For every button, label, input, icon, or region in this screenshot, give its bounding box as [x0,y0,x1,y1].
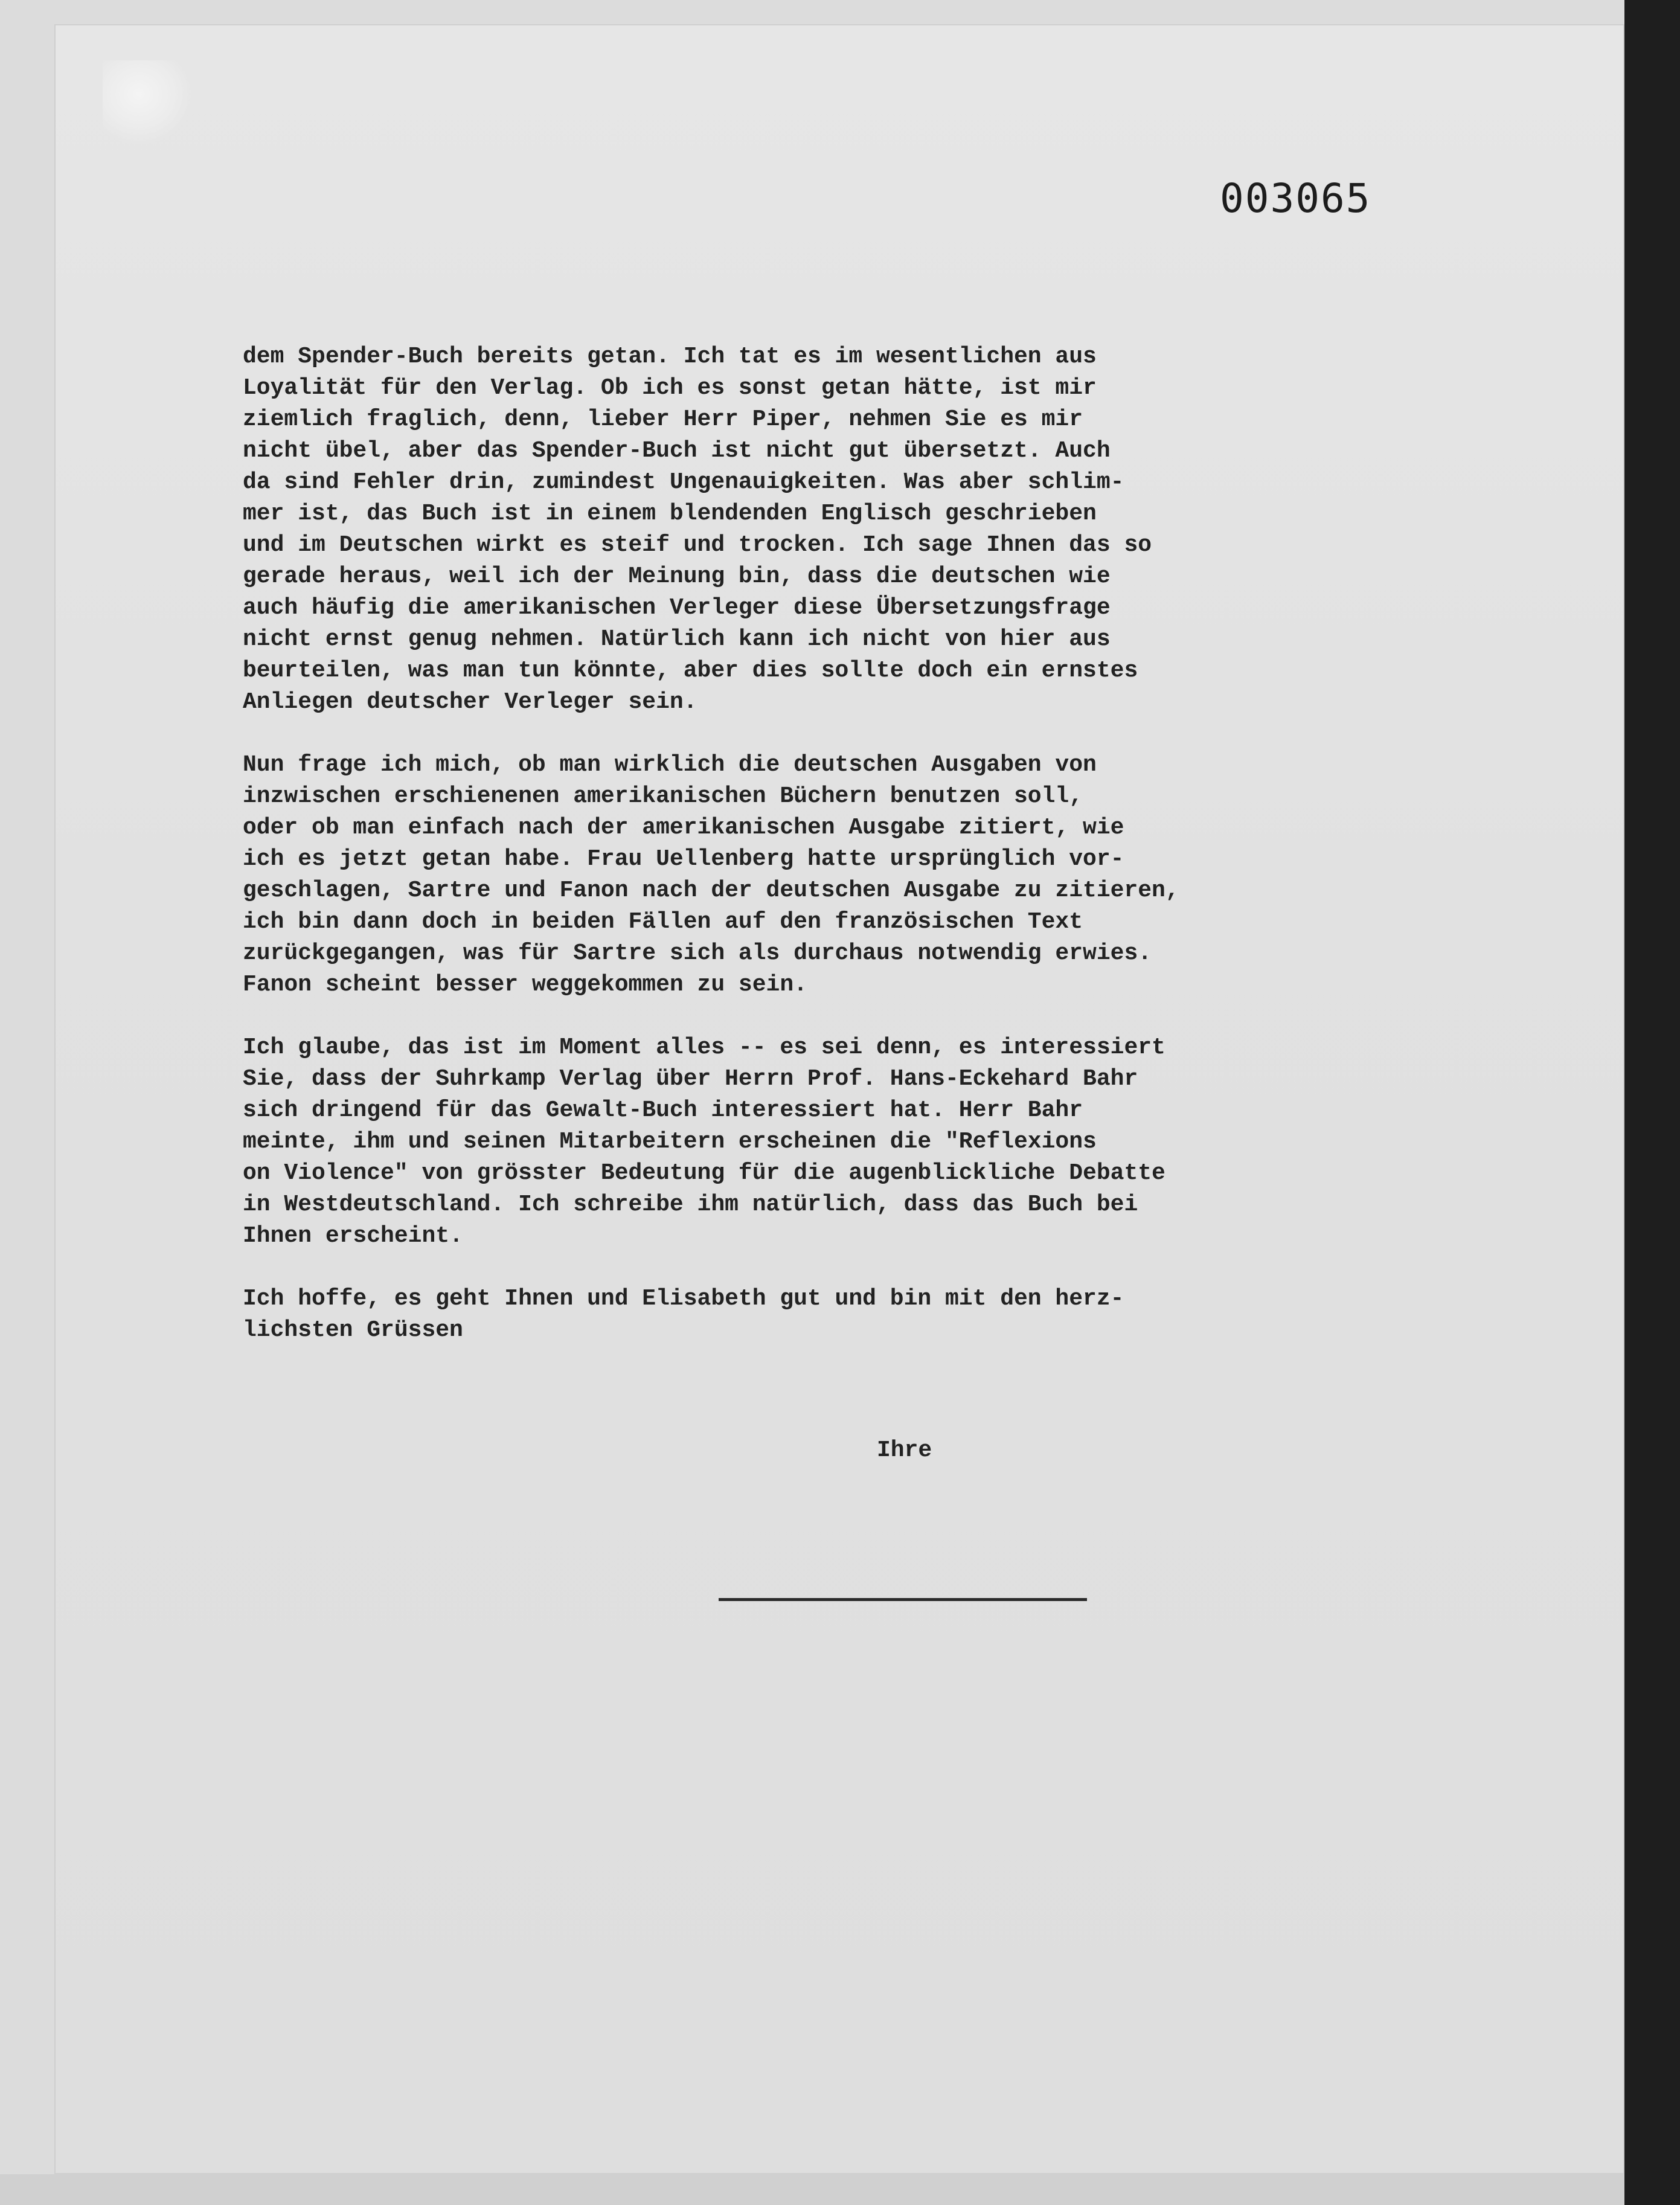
text-line: nicht übel, aber das Spender-Buch ist nicht gut übersetzt. Auch [243,438,1111,464]
text-line: Sie, dass der Suhrkamp Verlag über Herrn Prof. Hans-Eckehard Bahr [243,1066,1138,1092]
text-line: ich es jetzt getan habe. Frau Uellenberg hatte ursprünglich vor- [243,846,1124,872]
text-line: sich dringend für das Gewalt-Buch interessiert hat. Herr Bahr [243,1097,1083,1123]
text-line: in Westdeutschland. Ich schreibe ihm natürlich, dass das Buch bei [243,1192,1138,1218]
text-line: Nun frage ich mich, ob man wirklich die deutschen Ausgaben von [243,752,1097,778]
text-line: nicht ernst genug nehmen. Natürlich kann ich nicht von hier aus [243,626,1111,652]
text-line: beurteilen, was man tun könnte, aber dies sollte doch ein ernstes [243,658,1138,684]
letter-body [243,341,1330,1378]
text-line: auch häufig die amerikanischen Verleger diese Übersetzungsfrage [243,595,1111,621]
text-line: Ihnen erscheint. [243,1223,463,1249]
text-line: ziemlich fraglich, denn, lieber Herr Piper, nehmen Sie es mir [243,406,1083,432]
paragraph-4 [243,1283,1330,1346]
closing-salutation: Ihre [877,1437,932,1463]
paragraph-2 [243,749,1330,1001]
text-line: oder ob man einfach nach der amerikanischen Ausgabe zitiert, wie [243,815,1124,841]
text-line: Ich glaube, das ist im Moment alles -- es sei denn, es interessiert [243,1035,1165,1061]
text-line: zurückgegangen, was für Sartre sich als durchaus notwendig erwies. [243,940,1152,966]
text-line: ich bin dann doch in beiden Fällen auf den französischen Text [243,909,1083,935]
text-line: mer ist, das Buch ist in einem blendenden Englisch geschrieben [243,501,1097,527]
scan-bottom-edge [0,2174,1680,2205]
text-line: inzwischen erschienenen amerikanischen Büchern benutzen soll, [243,783,1083,809]
text-line: dem Spender-Buch bereits getan. Ich tat es im wesentlichen aus [243,344,1097,370]
text-line: Anliegen deutscher Verleger sein. [243,689,697,715]
signature-line [719,1598,1087,1601]
document-number: 003065 [1220,175,1371,222]
text-line: geschlagen, Sartre und Fanon nach der deutschen Ausgabe zu zitieren, [243,878,1179,904]
paragraph-1 [243,341,1330,718]
text-line: Ich hoffe, es geht Ihnen und Elisabeth gut und bin mit den herz- [243,1286,1124,1312]
corner-stain [103,60,193,145]
text-line: Loyalität für den Verlag. Ob ich es sonst getan hätte, ist mir [243,375,1097,401]
text-line: und im Deutschen wirkt es steif und trocken. Ich sage Ihnen das so [243,532,1152,558]
scan-right-edge [1624,0,1680,2205]
text-line: lichsten Grüssen [243,1317,463,1343]
text-line: da sind Fehler drin, zumindest Ungenauigkeiten. Was aber schlim- [243,469,1124,495]
text-line: Fanon scheint besser weggekommen zu sein. [243,972,807,998]
text-line: on Violence" von grösster Bedeutung für die augenblickliche Debatte [243,1160,1165,1186]
text-line: gerade heraus, weil ich der Meinung bin, dass die deutschen wie [243,563,1111,589]
text-line: meinte, ihm und seinen Mitarbeitern erscheinen die "Reflexions [243,1129,1097,1155]
paragraph-3 [243,1032,1330,1252]
